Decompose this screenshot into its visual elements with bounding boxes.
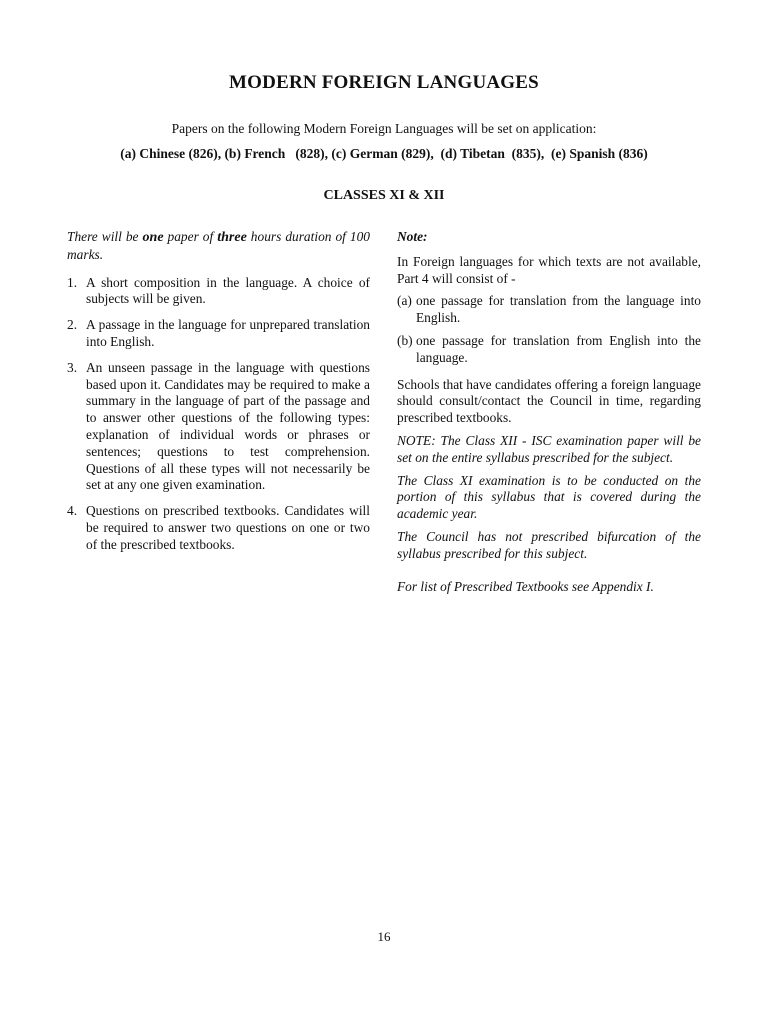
lead-part-2: paper of xyxy=(163,229,218,244)
lead-one: one xyxy=(142,230,164,245)
classes-heading: CLASSES XI & XII xyxy=(323,188,445,203)
list-item xyxy=(397,333,701,367)
list-item xyxy=(67,317,370,351)
item-text: Questions on prescribed textbooks. Candidates will be required to answer two questions on one or two of the prescribed textbooks. xyxy=(86,503,370,552)
languages-line: (a) Chinese (826), (b) French (828), (c) German (829), (d) Tibetan (835), (e) Spanish (836) xyxy=(120,146,648,161)
class-xii-note: NOTE: The Class XII - ISC examination paper will be set on the entire syllabus prescribed for the subject. xyxy=(397,432,701,465)
page-title: MODERN FOREIGN LANGUAGES xyxy=(229,72,539,93)
right-column xyxy=(397,229,701,595)
lead-three: three xyxy=(217,230,247,245)
bifurcation-note: The Council has not prescribed bifurcation of the syllabus prescribed for this subject. xyxy=(397,528,701,561)
note-text: In Foreign languages for which texts are not available, Part 4 will consist of - xyxy=(397,253,701,286)
item-text: one passage for translation from the language into English. xyxy=(416,293,701,326)
class-xi-note: The Class XI examination is to be conducted on the portion of this syllabus that is covered during the academic year. xyxy=(397,472,701,522)
note-label: Note: xyxy=(397,229,428,244)
paper-parts-list xyxy=(67,275,370,554)
item-text: An unseen passage in the language with questions based upon it. Candidates may be required to make a summary in the language of part of the passage and to answer other questions of the following types: explanation of individual words or phrases or sentences; questions to test comprehension. Questions of all these types will not necessarily be set at any one given examination. xyxy=(86,359,370,493)
item-number: 3. xyxy=(67,359,78,375)
translation-options-list xyxy=(397,293,701,366)
lead-part-1: There will be xyxy=(67,229,143,244)
intro-text: Papers on the following Modern Foreign Languages will be set on application: xyxy=(171,121,597,136)
item-text: A short composition in the language. A choice of subjects will be given. xyxy=(86,274,370,307)
lead-part-3: hours duration of 100 marks. xyxy=(67,229,370,262)
schools-text: Schools that have candidates offering a foreign language should consult/contact the Council in time, regarding prescribed textbooks. xyxy=(397,376,701,426)
item-number: (a) xyxy=(397,293,412,309)
item-number: (b) xyxy=(397,332,413,348)
item-text: A passage in the language for unprepared translation into English. xyxy=(86,317,370,349)
item-number: 4. xyxy=(67,503,78,519)
appendix-reference: For list of Prescribed Textbooks see Appendix I. xyxy=(397,578,654,594)
list-item xyxy=(397,293,701,327)
left-column xyxy=(67,229,370,563)
list-item xyxy=(67,275,370,309)
item-number: 1. xyxy=(67,274,78,290)
page-number: 16 xyxy=(377,929,391,944)
list-item xyxy=(67,360,370,494)
list-item xyxy=(67,503,370,553)
item-number: 2. xyxy=(67,317,78,333)
paper-duration-text xyxy=(67,229,370,264)
item-text: one passage for translation from English into the language. xyxy=(416,332,701,365)
